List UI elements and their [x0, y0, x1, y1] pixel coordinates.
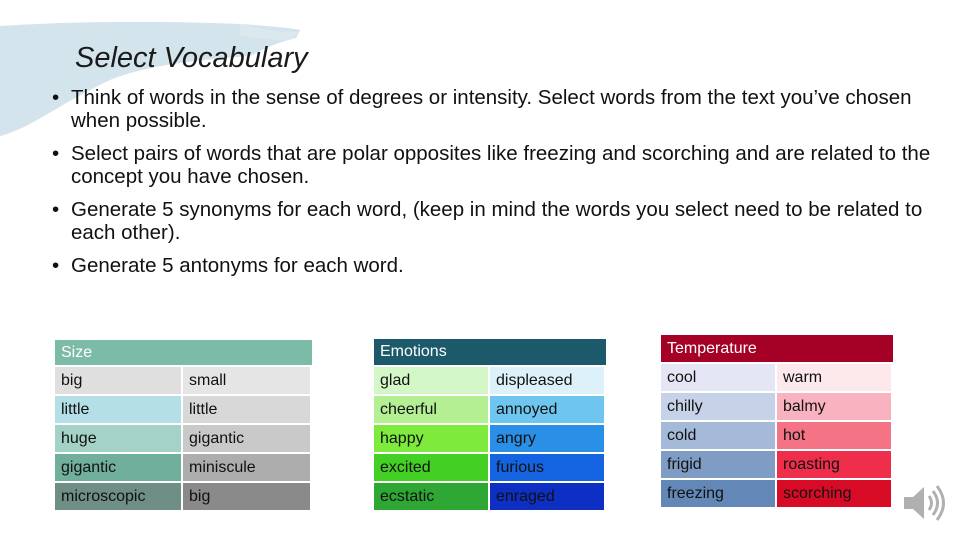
table-row [55, 425, 312, 452]
table-row [374, 396, 606, 423]
table-cell: cold [661, 422, 777, 449]
table-cell: freezing [661, 480, 777, 507]
table-cell: huge [55, 425, 183, 452]
bullet-item [52, 198, 932, 244]
speaker-icon[interactable] [898, 478, 948, 528]
bullet-item [52, 86, 932, 132]
temperature-table-header: Temperature [661, 335, 893, 362]
table-cell: chilly [661, 393, 777, 420]
table-cell: hot [777, 422, 893, 449]
table-cell: ecstatic [374, 483, 490, 510]
table-cell: cool [661, 364, 777, 391]
emotions-table [374, 337, 606, 512]
table-cell: miniscule [183, 454, 312, 481]
table-cell: furious [490, 454, 606, 481]
bullet-list [52, 86, 932, 287]
table-cell: happy [374, 425, 490, 452]
table-row [374, 425, 606, 452]
table-cell: roasting [777, 451, 893, 478]
table-cell: balmy [777, 393, 893, 420]
bullet-text: Think of words in the sense of degrees or intensity. Select words from the text you’ve chosen when possible. [71, 86, 912, 132]
table-row [374, 367, 606, 394]
table-cell: glad [374, 367, 490, 394]
table-row [55, 396, 312, 423]
table-row [661, 364, 893, 391]
bullet-item [52, 142, 932, 188]
table-row [661, 393, 893, 420]
bullet-dot: • [52, 86, 60, 109]
table-cell: small [183, 367, 312, 394]
table-cell: cheerful [374, 396, 490, 423]
page-title: Select Vocabulary [75, 42, 308, 74]
table-row [55, 483, 312, 510]
bullet-dot: • [52, 198, 60, 221]
table-cell: warm [777, 364, 893, 391]
table-cell: little [55, 396, 183, 423]
table-row [55, 454, 312, 481]
bullet-dot: • [52, 142, 60, 165]
table-row [661, 422, 893, 449]
emotions-table-header: Emotions [374, 339, 606, 365]
table-cell: annoyed [490, 396, 606, 423]
table-cell: little [183, 396, 312, 423]
table-row [661, 480, 893, 507]
table-cell: displeased [490, 367, 606, 394]
temperature-table [661, 333, 893, 509]
table-cell: excited [374, 454, 490, 481]
table-cell: big [183, 483, 312, 510]
bullet-text: Generate 5 antonyms for each word. [71, 254, 404, 277]
table-cell: enraged [490, 483, 606, 510]
bullet-dot: • [52, 254, 60, 277]
table-cell: gigantic [183, 425, 312, 452]
bullet-item [52, 254, 932, 277]
size-table-header: Size [55, 340, 312, 365]
table-cell: gigantic [55, 454, 183, 481]
table-cell: frigid [661, 451, 777, 478]
table-cell: angry [490, 425, 606, 452]
bullet-text: Generate 5 synonyms for each word, (keep in mind the words you select need to be related to each other). [71, 198, 923, 244]
table-row [661, 451, 893, 478]
bullet-text: Select pairs of words that are polar opposites like freezing and scorching and are related to the concept you have chosen. [71, 142, 931, 188]
table-cell: microscopic [55, 483, 183, 510]
size-table [55, 338, 312, 512]
table-row [374, 454, 606, 481]
table-row [374, 483, 606, 510]
table-cell: big [55, 367, 183, 394]
table-cell: scorching [777, 480, 893, 507]
table-row [55, 367, 312, 394]
